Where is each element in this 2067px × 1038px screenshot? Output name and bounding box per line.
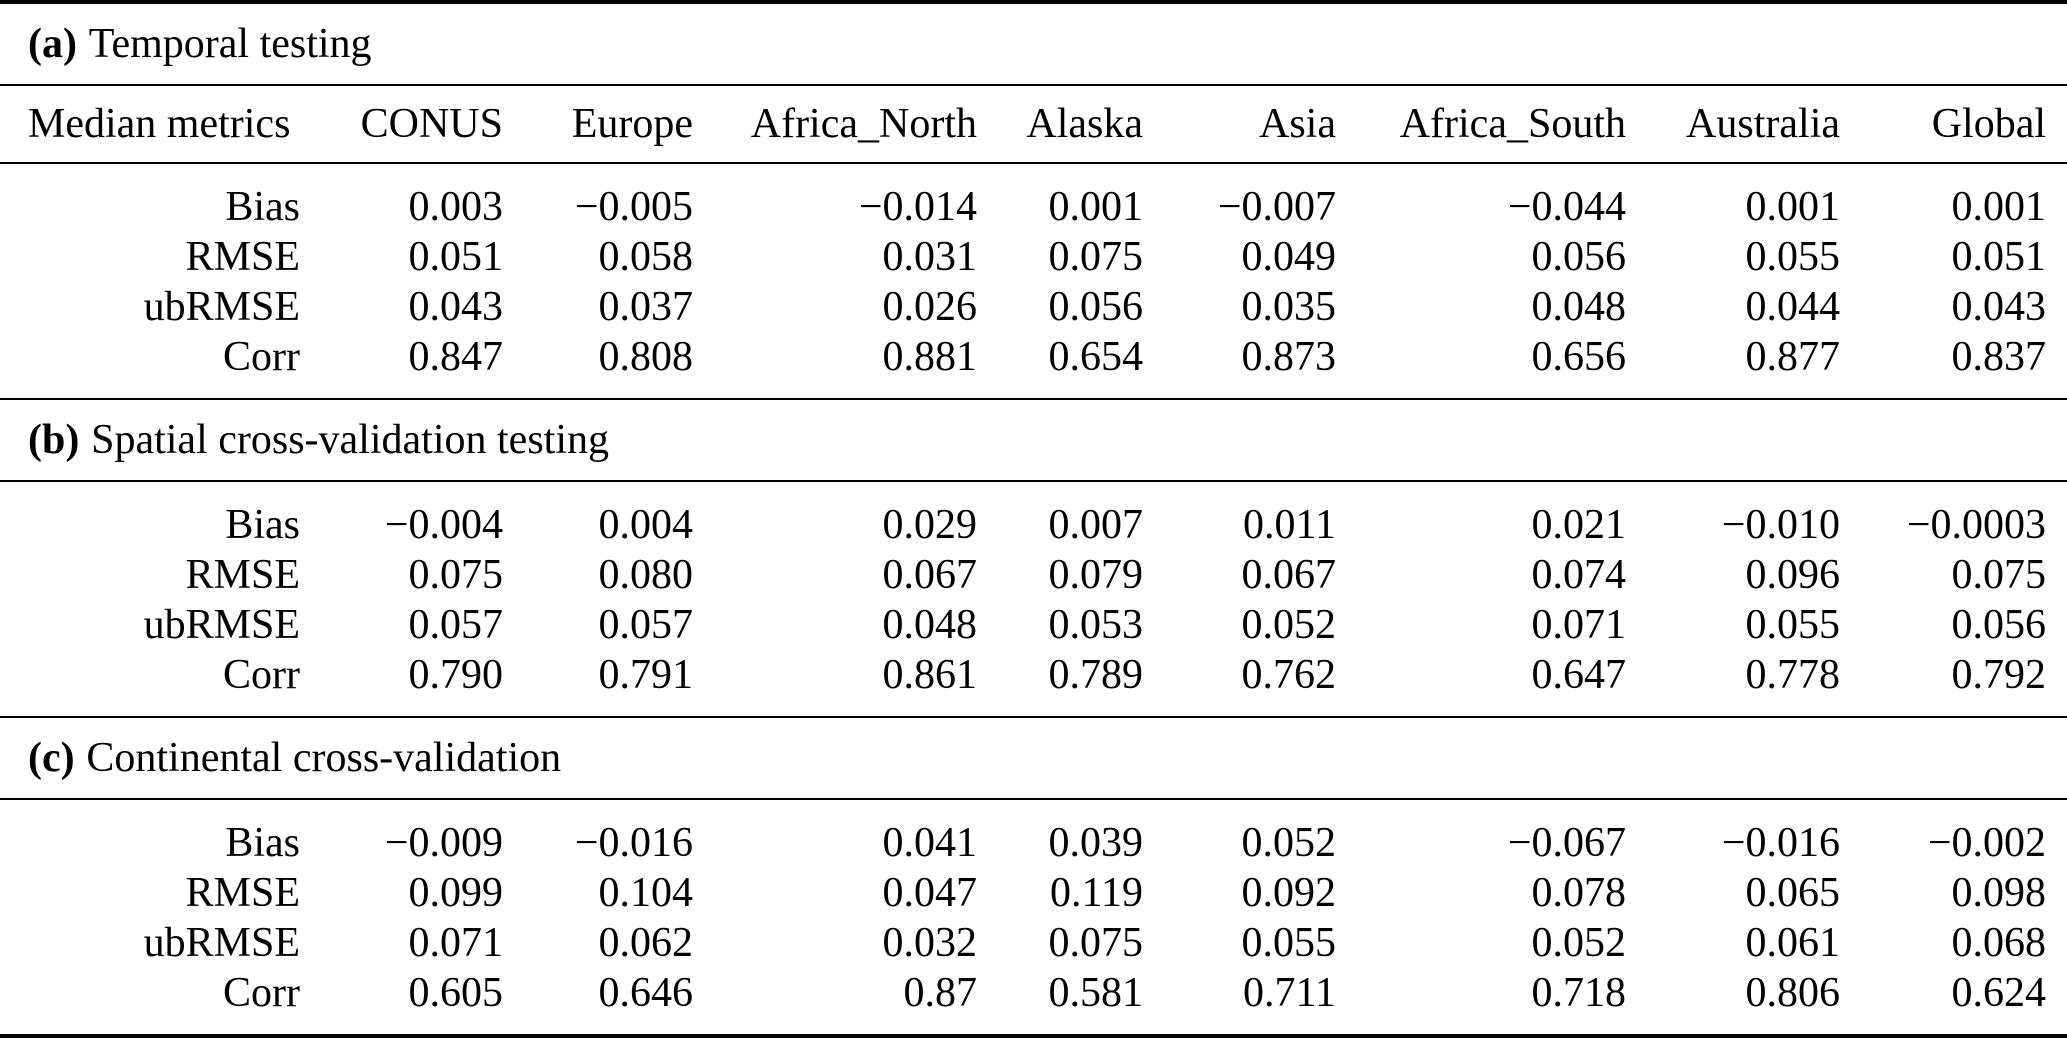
- value-cell: 0.007: [1048, 501, 1143, 548]
- value-cell: 0.877: [1745, 333, 1840, 380]
- value-cell: 0.605: [408, 969, 503, 1016]
- value-cell: 0.079: [1048, 551, 1143, 598]
- value-cell: 0.762: [1241, 651, 1336, 698]
- section-a-data-block: [0, 163, 2067, 399]
- table-row-corr: [0, 968, 2067, 1036]
- value-cell: 0.055: [1241, 919, 1336, 966]
- table-row-ubrmse: [0, 282, 2067, 332]
- value-cell: 0.873: [1241, 333, 1336, 380]
- value-cell: 0.056: [1951, 601, 2047, 648]
- value-cell: 0.080: [598, 551, 693, 598]
- section-title-row: [0, 2, 2067, 85]
- value-cell: −0.067: [1507, 819, 1626, 866]
- value-cell: 0.654: [1048, 333, 1143, 380]
- metric-cell: Bias: [225, 183, 300, 230]
- section-b-title: [0, 399, 2067, 481]
- section-title-row: [0, 717, 2067, 799]
- value-cell: 0.062: [598, 919, 693, 966]
- value-cell: 0.790: [408, 651, 503, 698]
- value-cell: 0.004: [598, 501, 693, 548]
- column-header-row: [0, 85, 2067, 163]
- metric-cell: Bias: [225, 501, 300, 548]
- metric-cell: RMSE: [185, 551, 300, 598]
- value-cell: 0.067: [882, 551, 977, 598]
- column-header: CONUS: [360, 100, 503, 147]
- value-cell: 0.047: [882, 869, 977, 916]
- value-cell: −0.005: [574, 183, 693, 230]
- value-cell: 0.074: [1531, 551, 1626, 598]
- value-cell: −0.002: [1927, 819, 2047, 866]
- metric-cell: ubRMSE: [143, 919, 300, 966]
- metric-cell: Bias: [225, 819, 300, 866]
- value-cell: −0.014: [858, 183, 977, 230]
- table-row-bias: [0, 799, 2067, 868]
- value-cell: 0.032: [882, 919, 977, 966]
- metric-cell: Corr: [223, 333, 300, 380]
- value-cell: 0.052: [1241, 819, 1336, 866]
- value-cell: 0.043: [408, 283, 503, 330]
- column-header: Europe: [571, 100, 693, 147]
- table-row-ubrmse: [0, 918, 2067, 968]
- value-cell: −0.009: [384, 819, 503, 866]
- column-header: Asia: [1259, 100, 1336, 147]
- section-b-data-block: [0, 481, 2067, 717]
- value-cell: 0.051: [408, 233, 503, 280]
- section-b-title-text: Spatial cross-validation testing: [91, 416, 609, 463]
- value-cell: 0.861: [882, 651, 977, 698]
- value-cell: 0.656: [1531, 333, 1626, 380]
- table-row-rmse: [0, 550, 2067, 600]
- value-cell: 0.026: [882, 283, 977, 330]
- column-header-metric: Median metrics: [28, 100, 291, 147]
- value-cell: 0.055: [1745, 601, 1840, 648]
- value-cell: 0.052: [1241, 601, 1336, 648]
- value-cell: 0.808: [598, 333, 693, 380]
- value-cell: 0.078: [1531, 869, 1626, 916]
- section-a-title: [0, 2, 2067, 85]
- value-cell: 0.048: [882, 601, 977, 648]
- value-cell: 0.792: [1951, 651, 2047, 698]
- value-cell: 0.075: [1951, 551, 2047, 598]
- value-cell: 0.001: [1951, 183, 2047, 230]
- value-cell: 0.057: [598, 601, 693, 648]
- value-cell: 0.057: [408, 601, 503, 648]
- section-b-label: (b): [28, 416, 80, 463]
- table-row-corr: [0, 332, 2067, 399]
- section-title-row: [0, 399, 2067, 481]
- metric-cell: ubRMSE: [143, 283, 300, 330]
- value-cell: 0.071: [1531, 601, 1626, 648]
- section-b-title-block: [0, 399, 2067, 481]
- value-cell: 0.098: [1951, 869, 2047, 916]
- column-header: Global: [1931, 100, 2047, 147]
- value-cell: 0.053: [1048, 601, 1143, 648]
- section-a-label: (a): [28, 20, 77, 67]
- value-cell: 0.718: [1531, 969, 1626, 1016]
- column-header: Africa_North: [750, 100, 977, 147]
- section-c-label: (c): [28, 734, 75, 781]
- metric-cell: Corr: [223, 969, 300, 1016]
- value-cell: 0.075: [1048, 919, 1143, 966]
- value-cell: 0.119: [1050, 869, 1143, 916]
- column-header-block: [0, 85, 2067, 163]
- metric-cell: Corr: [223, 651, 300, 698]
- metric-cell: RMSE: [185, 233, 300, 280]
- value-cell: 0.87: [903, 969, 977, 1016]
- value-cell: 0.067: [1241, 551, 1336, 598]
- value-cell: 0.624: [1951, 969, 2047, 1016]
- value-cell: −0.007: [1217, 183, 1336, 230]
- value-cell: 0.646: [598, 969, 693, 1016]
- section-a-title-text: Temporal testing: [88, 20, 372, 67]
- value-cell: 0.051: [1951, 233, 2047, 280]
- section-c-data-block: [0, 799, 2067, 1036]
- value-cell: 0.037: [598, 283, 693, 330]
- value-cell: 0.778: [1745, 651, 1840, 698]
- value-cell: 0.039: [1048, 819, 1143, 866]
- value-cell: 0.021: [1531, 501, 1626, 548]
- table-row-bias: [0, 163, 2067, 232]
- value-cell: 0.099: [408, 869, 503, 916]
- value-cell: −0.0003: [1906, 501, 2047, 548]
- value-cell: 0.001: [1745, 183, 1840, 230]
- value-cell: 0.035: [1241, 283, 1336, 330]
- value-cell: 0.049: [1241, 233, 1336, 280]
- section-a-title-block: [0, 2, 2067, 85]
- table-row-ubrmse: [0, 600, 2067, 650]
- value-cell: 0.001: [1048, 183, 1143, 230]
- value-cell: 0.647: [1531, 651, 1626, 698]
- table-row-corr: [0, 650, 2067, 717]
- value-cell: 0.096: [1745, 551, 1840, 598]
- section-c-title-block: [0, 717, 2067, 799]
- value-cell: 0.068: [1951, 919, 2047, 966]
- value-cell: 0.029: [882, 501, 977, 548]
- metric-cell: ubRMSE: [143, 601, 300, 648]
- value-cell: 0.071: [408, 919, 503, 966]
- value-cell: 0.881: [882, 333, 977, 380]
- value-cell: 0.058: [598, 233, 693, 280]
- value-cell: 0.011: [1243, 501, 1336, 548]
- table-row-bias: [0, 481, 2067, 550]
- value-cell: −0.016: [1721, 819, 1840, 866]
- value-cell: −0.004: [384, 501, 503, 548]
- value-cell: 0.075: [1048, 233, 1143, 280]
- value-cell: 0.837: [1951, 333, 2047, 380]
- value-cell: 0.104: [598, 869, 693, 916]
- column-header: Africa_South: [1399, 100, 1626, 147]
- metric-cell: RMSE: [185, 869, 300, 916]
- value-cell: −0.010: [1721, 501, 1840, 548]
- value-cell: 0.052: [1531, 919, 1626, 966]
- value-cell: 0.041: [882, 819, 977, 866]
- value-cell: 0.061: [1745, 919, 1840, 966]
- value-cell: 0.092: [1241, 869, 1336, 916]
- value-cell: 0.789: [1048, 651, 1143, 698]
- table-row-rmse: [0, 232, 2067, 282]
- value-cell: 0.791: [598, 651, 693, 698]
- value-cell: 0.044: [1745, 283, 1840, 330]
- value-cell: 0.056: [1531, 233, 1626, 280]
- value-cell: 0.048: [1531, 283, 1626, 330]
- value-cell: 0.075: [408, 551, 503, 598]
- value-cell: 0.031: [882, 233, 977, 280]
- value-cell: 0.003: [408, 183, 503, 230]
- value-cell: 0.055: [1745, 233, 1840, 280]
- section-c-title: [0, 717, 2067, 799]
- value-cell: 0.056: [1048, 283, 1143, 330]
- column-header: Alaska: [1026, 100, 1143, 147]
- table-row-rmse: [0, 868, 2067, 918]
- value-cell: 0.065: [1745, 869, 1840, 916]
- value-cell: −0.044: [1507, 183, 1626, 230]
- value-cell: −0.016: [574, 819, 693, 866]
- column-header: Australia: [1686, 100, 1840, 147]
- value-cell: 0.806: [1745, 969, 1840, 1016]
- section-c-title-text: Continental cross-validation: [86, 734, 562, 781]
- value-cell: 0.043: [1951, 283, 2047, 330]
- value-cell: 0.847: [408, 333, 503, 380]
- value-cell: 0.581: [1048, 969, 1143, 1016]
- value-cell: 0.711: [1243, 969, 1336, 1016]
